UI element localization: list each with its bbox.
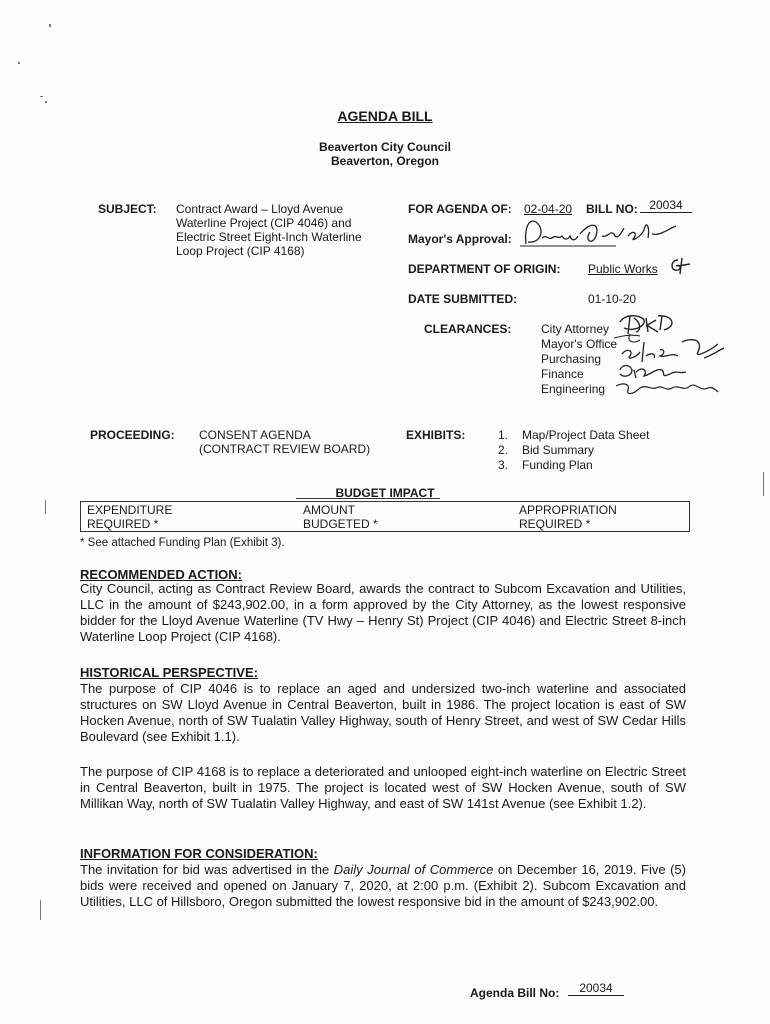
historical-paragraph: The purpose of CIP 4168 is to replace a deteriorated and unlooped eight-inch waterline on Electric Street in Central Beaverton, built in 1975. The project is located west of SW Hocken Avenue, south of SW Millikan Way, north of SW Tualatin Valley Highway, and east of SW 141st Avenue (see Exhibit 1.2).	[80, 764, 686, 811]
council-name: Beaverton City Council	[318, 140, 452, 154]
historical-perspective-heading: HISTORICAL PERSPECTIVE:	[80, 665, 258, 680]
historical-paragraph: The purpose of CIP 4046 is to replace an aged and undersized two-inch waterline and associated structures on SW Lloyd Avenue in Central Beaverton, built in 1986. The project location is east of SW Hocken Avenue, north of SW Tualatin Valley Highway, south of Henry Street, and west of SW Cedar Hills Boulevard (see Exhibit 1.1).	[80, 681, 686, 744]
bill-number: 20034	[640, 198, 692, 213]
recommended-action-text: City Council, acting as Contract Review Board, awards the contract to Subcom Excavation and Utilities, LLC in the amount of $243,902.00, in a form approved by the City Attorney, as the lowest responsive bidder for the Lloyd Avenue Waterline (TV Hwy – Henry St) Project (CIP 4046) and Electric Street 8-inch Waterline Loop Project (CIP 4168).	[80, 581, 686, 644]
proceeding-label: PROCEEDING:	[90, 428, 175, 442]
information-paragraph	[80, 862, 686, 910]
exhibit-title: Bid Summary	[522, 443, 595, 457]
clearance-item: Mayor's Office	[541, 337, 618, 351]
clearance-item: Engineering	[541, 382, 606, 396]
clearance-item: City Attorney	[541, 322, 610, 336]
recommended-action-heading: RECOMMENDED ACTION:	[80, 567, 243, 582]
budget-column-appropriation	[519, 503, 617, 531]
exhibit-item	[498, 428, 649, 443]
scan-mark	[49, 24, 51, 27]
exhibit-number: 3.	[498, 458, 509, 472]
scan-mark	[40, 96, 43, 97]
budget-title-rule	[296, 498, 440, 499]
exhibit-number: 2.	[498, 443, 509, 457]
budget-column-amount	[303, 503, 378, 531]
exhibit-item	[498, 443, 649, 458]
exhibit-number: 1.	[498, 428, 509, 442]
footer-bill-number: 20034	[568, 981, 624, 996]
subject-line: Contract Award – Lloyd Avenue	[176, 202, 344, 216]
budget-impact-table	[80, 501, 690, 532]
subject-line: Electric Street Eight-Inch Waterline	[176, 230, 362, 244]
footer-bill-label: Agenda Bill No:	[470, 986, 560, 1000]
proceeding-value	[199, 428, 370, 456]
scan-mark	[40, 900, 41, 920]
clearance-item: Finance	[541, 367, 584, 381]
scan-mark	[45, 101, 47, 103]
bill-number-label: BILL NO:	[586, 202, 638, 216]
budget-column-line: APPROPRIATION	[519, 503, 617, 517]
information-text: on December 16, 2019. Five (5) bids were received and opened on January 7, 2020, at 2:00 p.m. (Exhibit 2). Subcom Excavation and Utilities, LLC of Hillsboro, Oregon submitted the lowest responsive bid in the amount of $243,902.00.	[80, 862, 686, 909]
exhibit-title: Funding Plan	[522, 458, 593, 472]
agenda-date: 02-04-20	[524, 202, 573, 216]
exhibit-item	[498, 458, 649, 473]
exhibits-label: EXHIBITS:	[406, 428, 466, 442]
council-location: Beaverton, Oregon	[330, 154, 440, 168]
information-text: The invitation for bid was advertised in the	[80, 862, 334, 877]
scan-mark	[45, 500, 46, 514]
clearances-label: CLEARANCES:	[424, 322, 512, 336]
budget-impact-title: BUDGET IMPACT	[335, 486, 435, 500]
subject-text	[176, 202, 391, 258]
exhibit-title: Map/Project Data Sheet	[522, 428, 650, 442]
information-heading: INFORMATION FOR CONSIDERATION:	[80, 846, 318, 861]
proceeding-line: CONSENT AGENDA	[199, 428, 311, 442]
scan-mark	[18, 62, 20, 64]
clearance-item: Purchasing	[541, 352, 602, 366]
date-submitted-label: DATE SUBMITTED:	[408, 292, 518, 306]
budget-column-line: REQUIRED *	[87, 517, 159, 531]
subject-line: Waterline Project (CIP 4046) and	[176, 216, 352, 230]
budget-column-expenditure	[87, 503, 172, 531]
agenda-date-label: FOR AGENDA OF:	[408, 202, 512, 216]
budget-column-line: EXPENDITURE	[87, 503, 173, 517]
subject-label: SUBJECT:	[98, 202, 157, 216]
clearance-signatures	[600, 312, 740, 400]
mayor-signature	[520, 216, 690, 250]
subject-line: Loop Project (CIP 4168)	[176, 244, 305, 258]
budget-column-line: AMOUNT	[303, 503, 355, 517]
budget-column-line: BUDGETED *	[303, 517, 378, 531]
date-submitted: 01-10-20	[588, 292, 637, 306]
journal-name: Daily Journal of Commerce	[333, 862, 494, 877]
budget-column-line: REQUIRED *	[519, 517, 591, 531]
exhibits-list	[498, 428, 649, 473]
budget-footnote: * See attached Funding Plan (Exhibit 3).	[80, 537, 285, 549]
department-label: DEPARTMENT OF ORIGIN:	[408, 262, 561, 276]
mayor-approval-label: Mayor's Approval:	[408, 232, 512, 246]
document-title: AGENDA BILL	[337, 108, 433, 124]
proceeding-line: (CONTRACT REVIEW BOARD)	[199, 442, 371, 456]
department-value: Public Works	[588, 262, 658, 276]
department-initials	[668, 256, 692, 276]
